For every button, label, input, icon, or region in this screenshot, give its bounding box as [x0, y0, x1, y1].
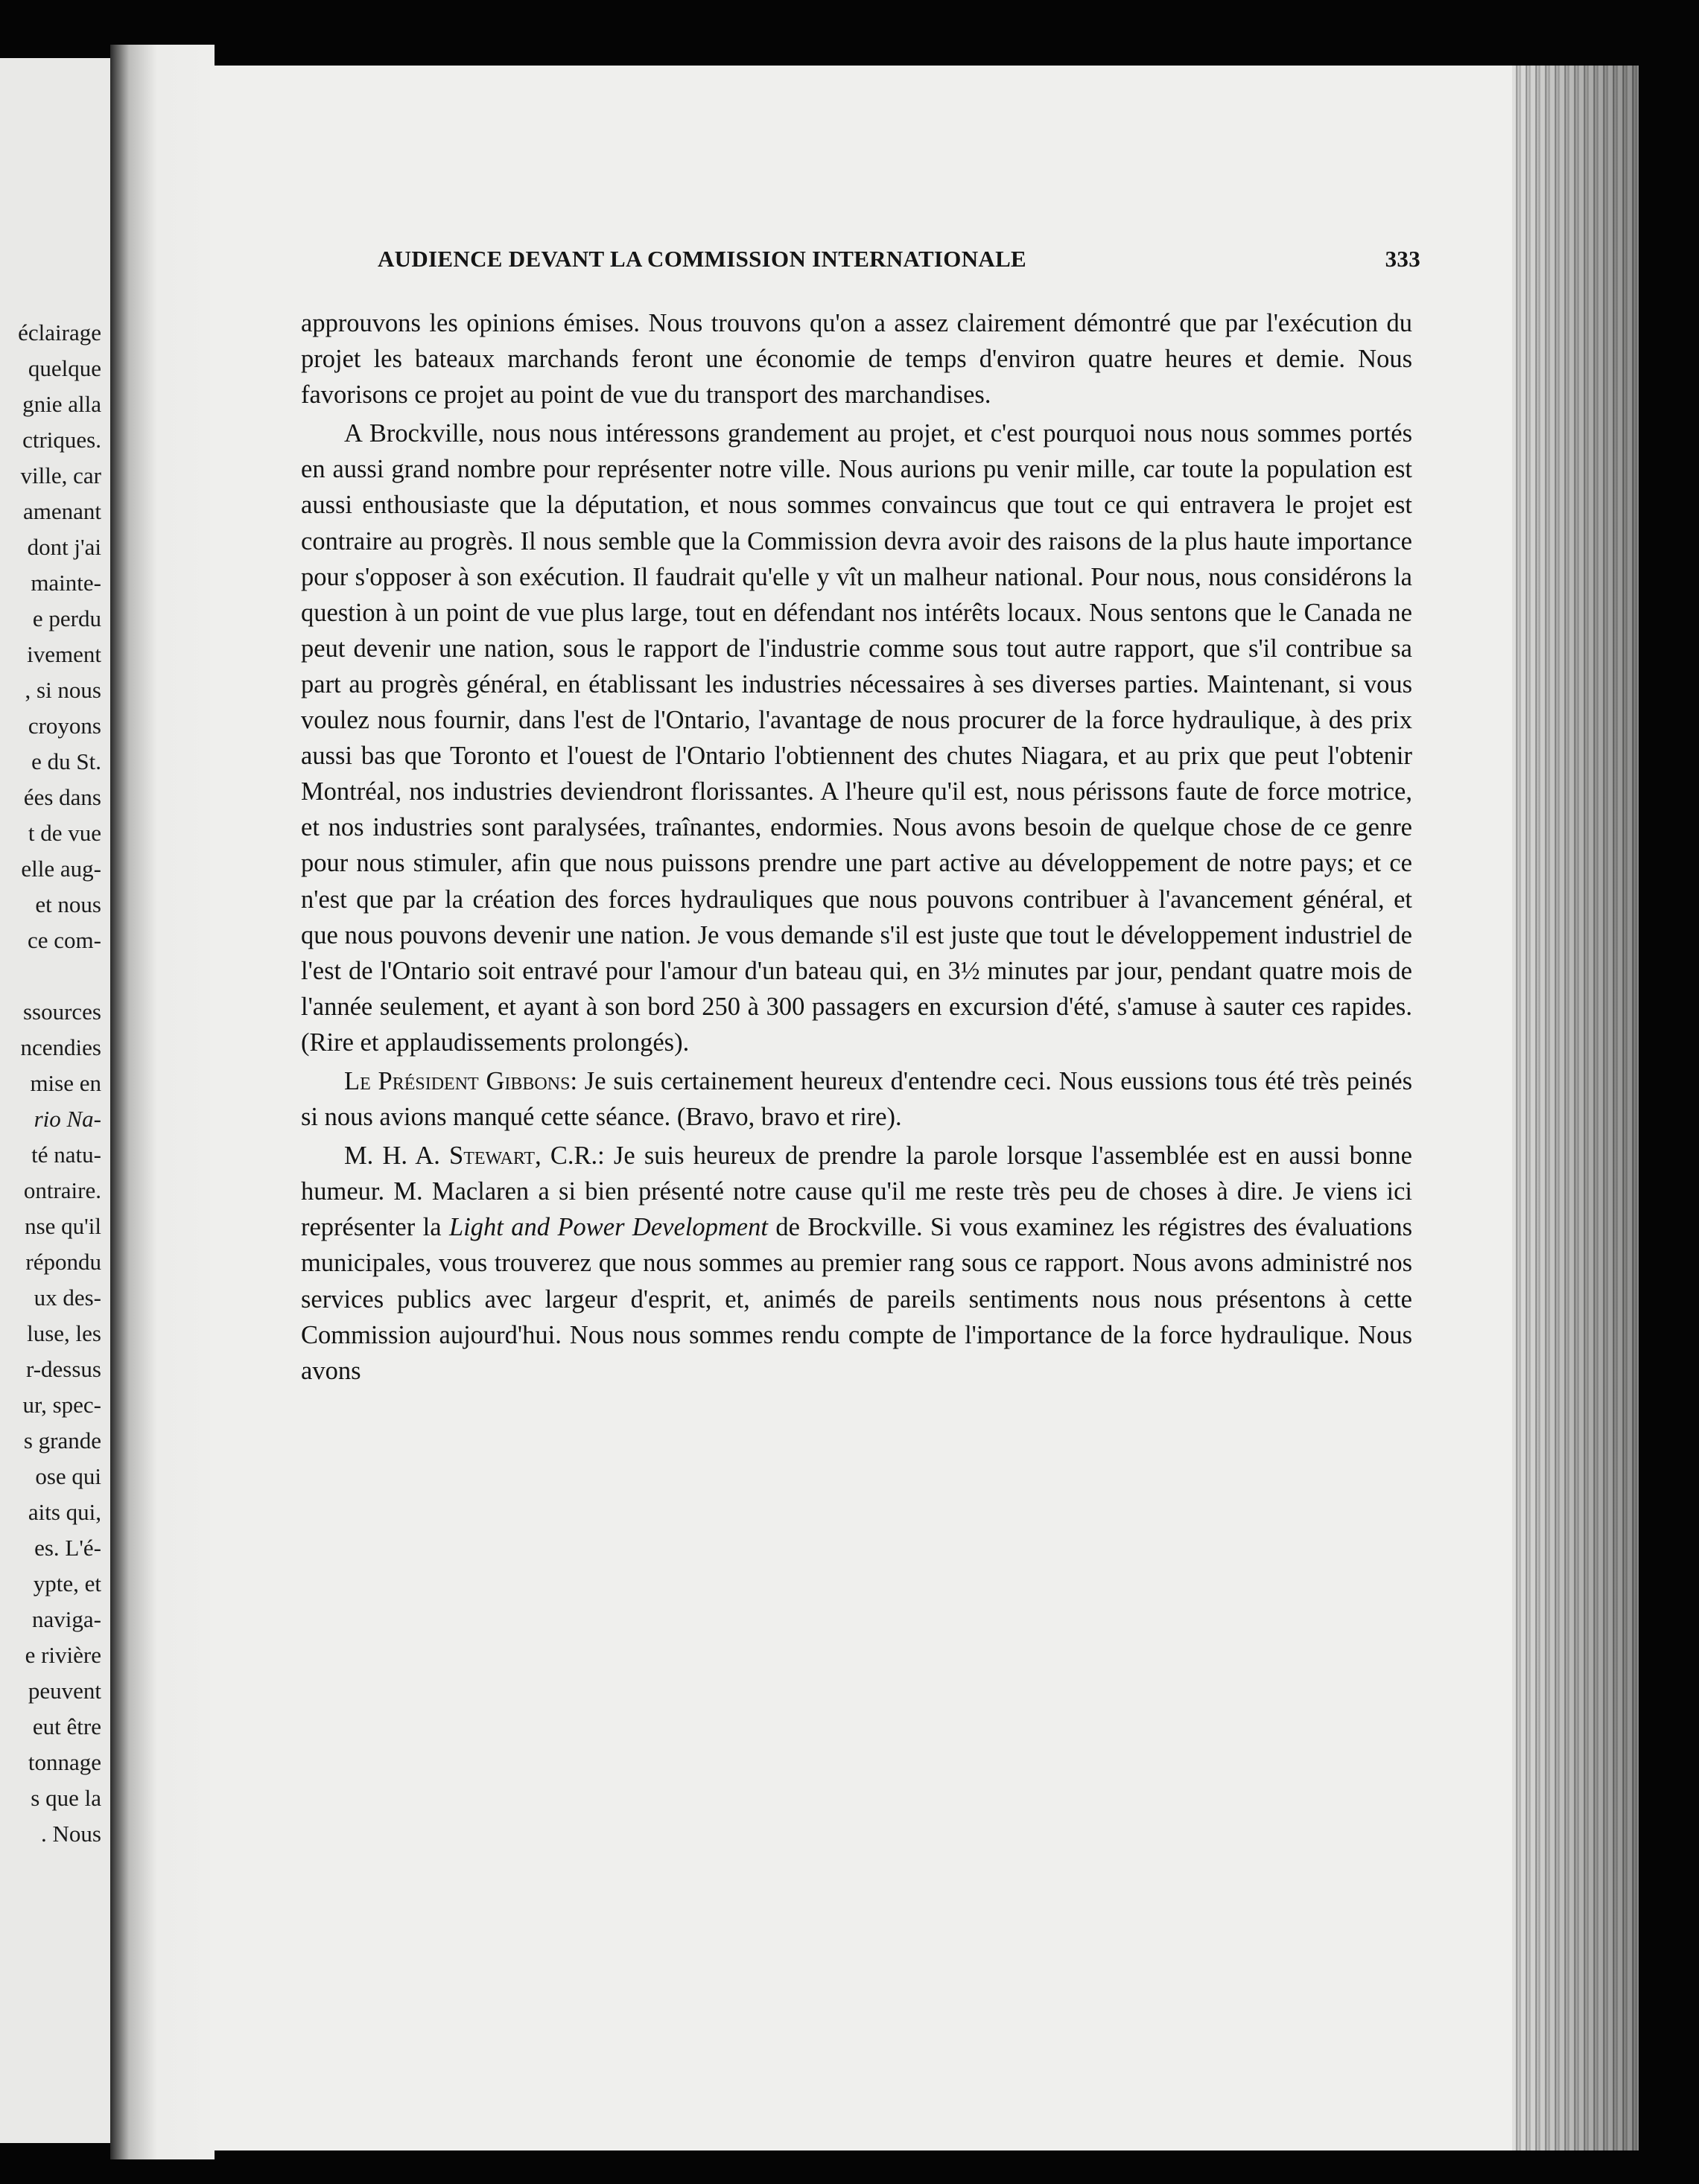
paragraph-4 [301, 1138, 1412, 1389]
paragraph-4-text-a: : Je suis heureux de prendre la parole lorsque l'assemblée est en aussi bonne humeur. M. Maclaren a si bien présenté notre cause qu'il me reste très peu de choses à dire. Je viens ici représenter la [301, 1142, 1412, 1242]
previous-page-line: rio Na- [34, 1106, 101, 1132]
previous-page-line: ville, car [20, 462, 101, 488]
previous-page-line: ypte, et [33, 1570, 101, 1596]
company-name: Light and Power Development [448, 1213, 768, 1242]
previous-page-line: t de vue [28, 820, 101, 846]
previous-page-line: tonnage [28, 1749, 101, 1775]
page-edges [1512, 66, 1639, 2150]
book-gutter [110, 45, 215, 2159]
previous-page-line: ivement [27, 641, 101, 667]
previous-page-line: luse, les [27, 1320, 101, 1346]
speaker-suffix: , C.R. [535, 1142, 598, 1171]
speaker-surname: Stewart [449, 1142, 536, 1171]
previous-page-line: ncendies [20, 1034, 101, 1060]
page-number: 333 [1385, 246, 1420, 272]
page [210, 66, 1514, 2150]
previous-page-line: ssources [22, 999, 101, 1025]
previous-page-line: r-dessus [26, 1356, 101, 1382]
previous-page-line: elle aug- [21, 856, 101, 882]
previous-page-line: s que la [31, 1785, 101, 1811]
previous-page-line: nse qu'il [25, 1213, 101, 1239]
previous-page-line: dont j'ai [27, 534, 101, 560]
previous-page-line: ux des- [34, 1284, 101, 1311]
previous-page-line: es. L'é- [34, 1535, 101, 1561]
paragraph-4-text-b: de Brockville. Si vous examinez les régistres des évaluations municipales, vous trouverez que nous sommes au premier rang sous ce rapport. Nous avons administré nos services publics avec largeur d'esprit, et, animés de pareils sentiments nous nous présentons à cette Commission aujourd'hui. Nous nous sommes rendu compte de l'importance de la force hydraulique. Nous avons [301, 1213, 1412, 1385]
body-text [301, 305, 1412, 1392]
paragraph-1: approuvons les opinions émises. Nous trouvons qu'on a assez clairement démontré que par l'exécution du projet les bateaux marchands feront une économie de temps d'environ quatre heures et demie. Nous favorisons ce projet au point de vue du transport des marchandises. [301, 309, 1412, 410]
running-head-title: AUDIENCE DEVANT LA COMMISSION INTERNATIONALE [378, 246, 1027, 272]
previous-page-line: ontraire. [23, 1177, 101, 1203]
previous-page-line: éclairage [18, 319, 101, 346]
previous-page-line: ce com- [28, 927, 101, 953]
previous-page-line: amenant [22, 498, 101, 524]
previous-page-line: té natu- [31, 1142, 101, 1168]
paragraph-3-text: : Je suis certainement heureux d'entendre ceci. Nous eussions tous été très peinés si nous avions manqué cette séance. (Bravo, bravo et rire). [301, 1066, 1412, 1132]
previous-page-line: naviga- [32, 1606, 101, 1632]
speaker-name: Le Président Gibbons [344, 1066, 571, 1095]
previous-page-line: . Nous [41, 1821, 101, 1847]
previous-page-line: ées dans [23, 784, 101, 810]
previous-page-line: quelque [28, 355, 101, 381]
previous-page-line: ose qui [35, 1463, 101, 1489]
previous-page-line: eut être [32, 1713, 101, 1739]
previous-page-line: répondu [25, 1249, 101, 1275]
previous-page-line: s grande [23, 1427, 101, 1454]
previous-page-line: e rivière [25, 1642, 101, 1668]
previous-page-line: , si nous [25, 677, 101, 703]
previous-page-line: peuvent [28, 1678, 101, 1704]
previous-page-line: aits qui, [28, 1499, 101, 1525]
paragraph-3 [301, 1063, 1412, 1135]
previous-page-line: et nous [35, 891, 101, 917]
previous-page-text [18, 315, 101, 1852]
previous-page-line: gnie alla [22, 391, 101, 417]
previous-page-line: ctriques. [22, 427, 101, 453]
previous-page-line: croyons [28, 713, 101, 739]
paragraph-2: A Brockville, nous nous intéressons grandement au projet, et c'est pourquoi nous nous sommes portés en aussi grand nombre pour représenter notre ville. Nous aurions pu venir mille, car toute la population est aussi enthousiaste que la députation, et nous sommes convaincus que tout ce qui entravera le projet est contraire au progrès. Il nous semble que la Commission devra avoir des raisons de la plus haute importance pour s'opposer à son exécution. Il faudrait qu'elle y vît un malheur national. Pour nous, nous considérons la question à un point de vue plus large, tout en défendant nos intérêts locaux. Nous sentons que le Canada ne peut devenir une nation, sous le rapport de l'industrie comme sous tout autre rapport, que s'il contribue sa part au progrès général, en établissant les industries nécessaires à ses diverses parties. Maintenant, si vous voulez nous fournir, dans l'est de l'Ontario, l'avantage de nous procurer de la force hydraulique, à des prix aussi bas que Toronto et l'ouest de l'Ontario l'obtiennent des chutes Niagara, et au prix que peut l'obtenir Montréal, nos industries deviendront florissantes. A l'heure qu'il est, nous périssons faute de force motrice, et nos industries sont paralysées, traînantes, endormies. Nous avons besoin de quelque chose de ce genre pour nous stimuler, afin que nous puissons prendre une part active au développement de notre pays; et ce n'est que par la création des forces hydrauliques que nous pouvons contribuer à l'avancement général, et que nous pouvons devenir une nation. Je vous demande s'il est juste que tout le développement industriel de l'est de l'Ontario soit entravé pour l'amour d'un bateau qui, en 3½ minutes par jour, pendant quatre mois de l'année seulement, et ayant à son bord 250 à 300 passagers en excursion d'été, s'amuse à sauter ces rapides. (Rire et applaudissements prolongés). [301, 419, 1412, 1057]
previous-page-line: e du St. [31, 748, 101, 774]
previous-page-line: mainte- [31, 570, 101, 596]
speaker-initials: M. H. A. [344, 1142, 450, 1171]
previous-page-line: mise en [30, 1070, 101, 1096]
previous-page-line: ur, spec- [22, 1392, 101, 1418]
previous-page-fragment [0, 58, 112, 2143]
previous-page-line: e perdu [32, 605, 101, 631]
